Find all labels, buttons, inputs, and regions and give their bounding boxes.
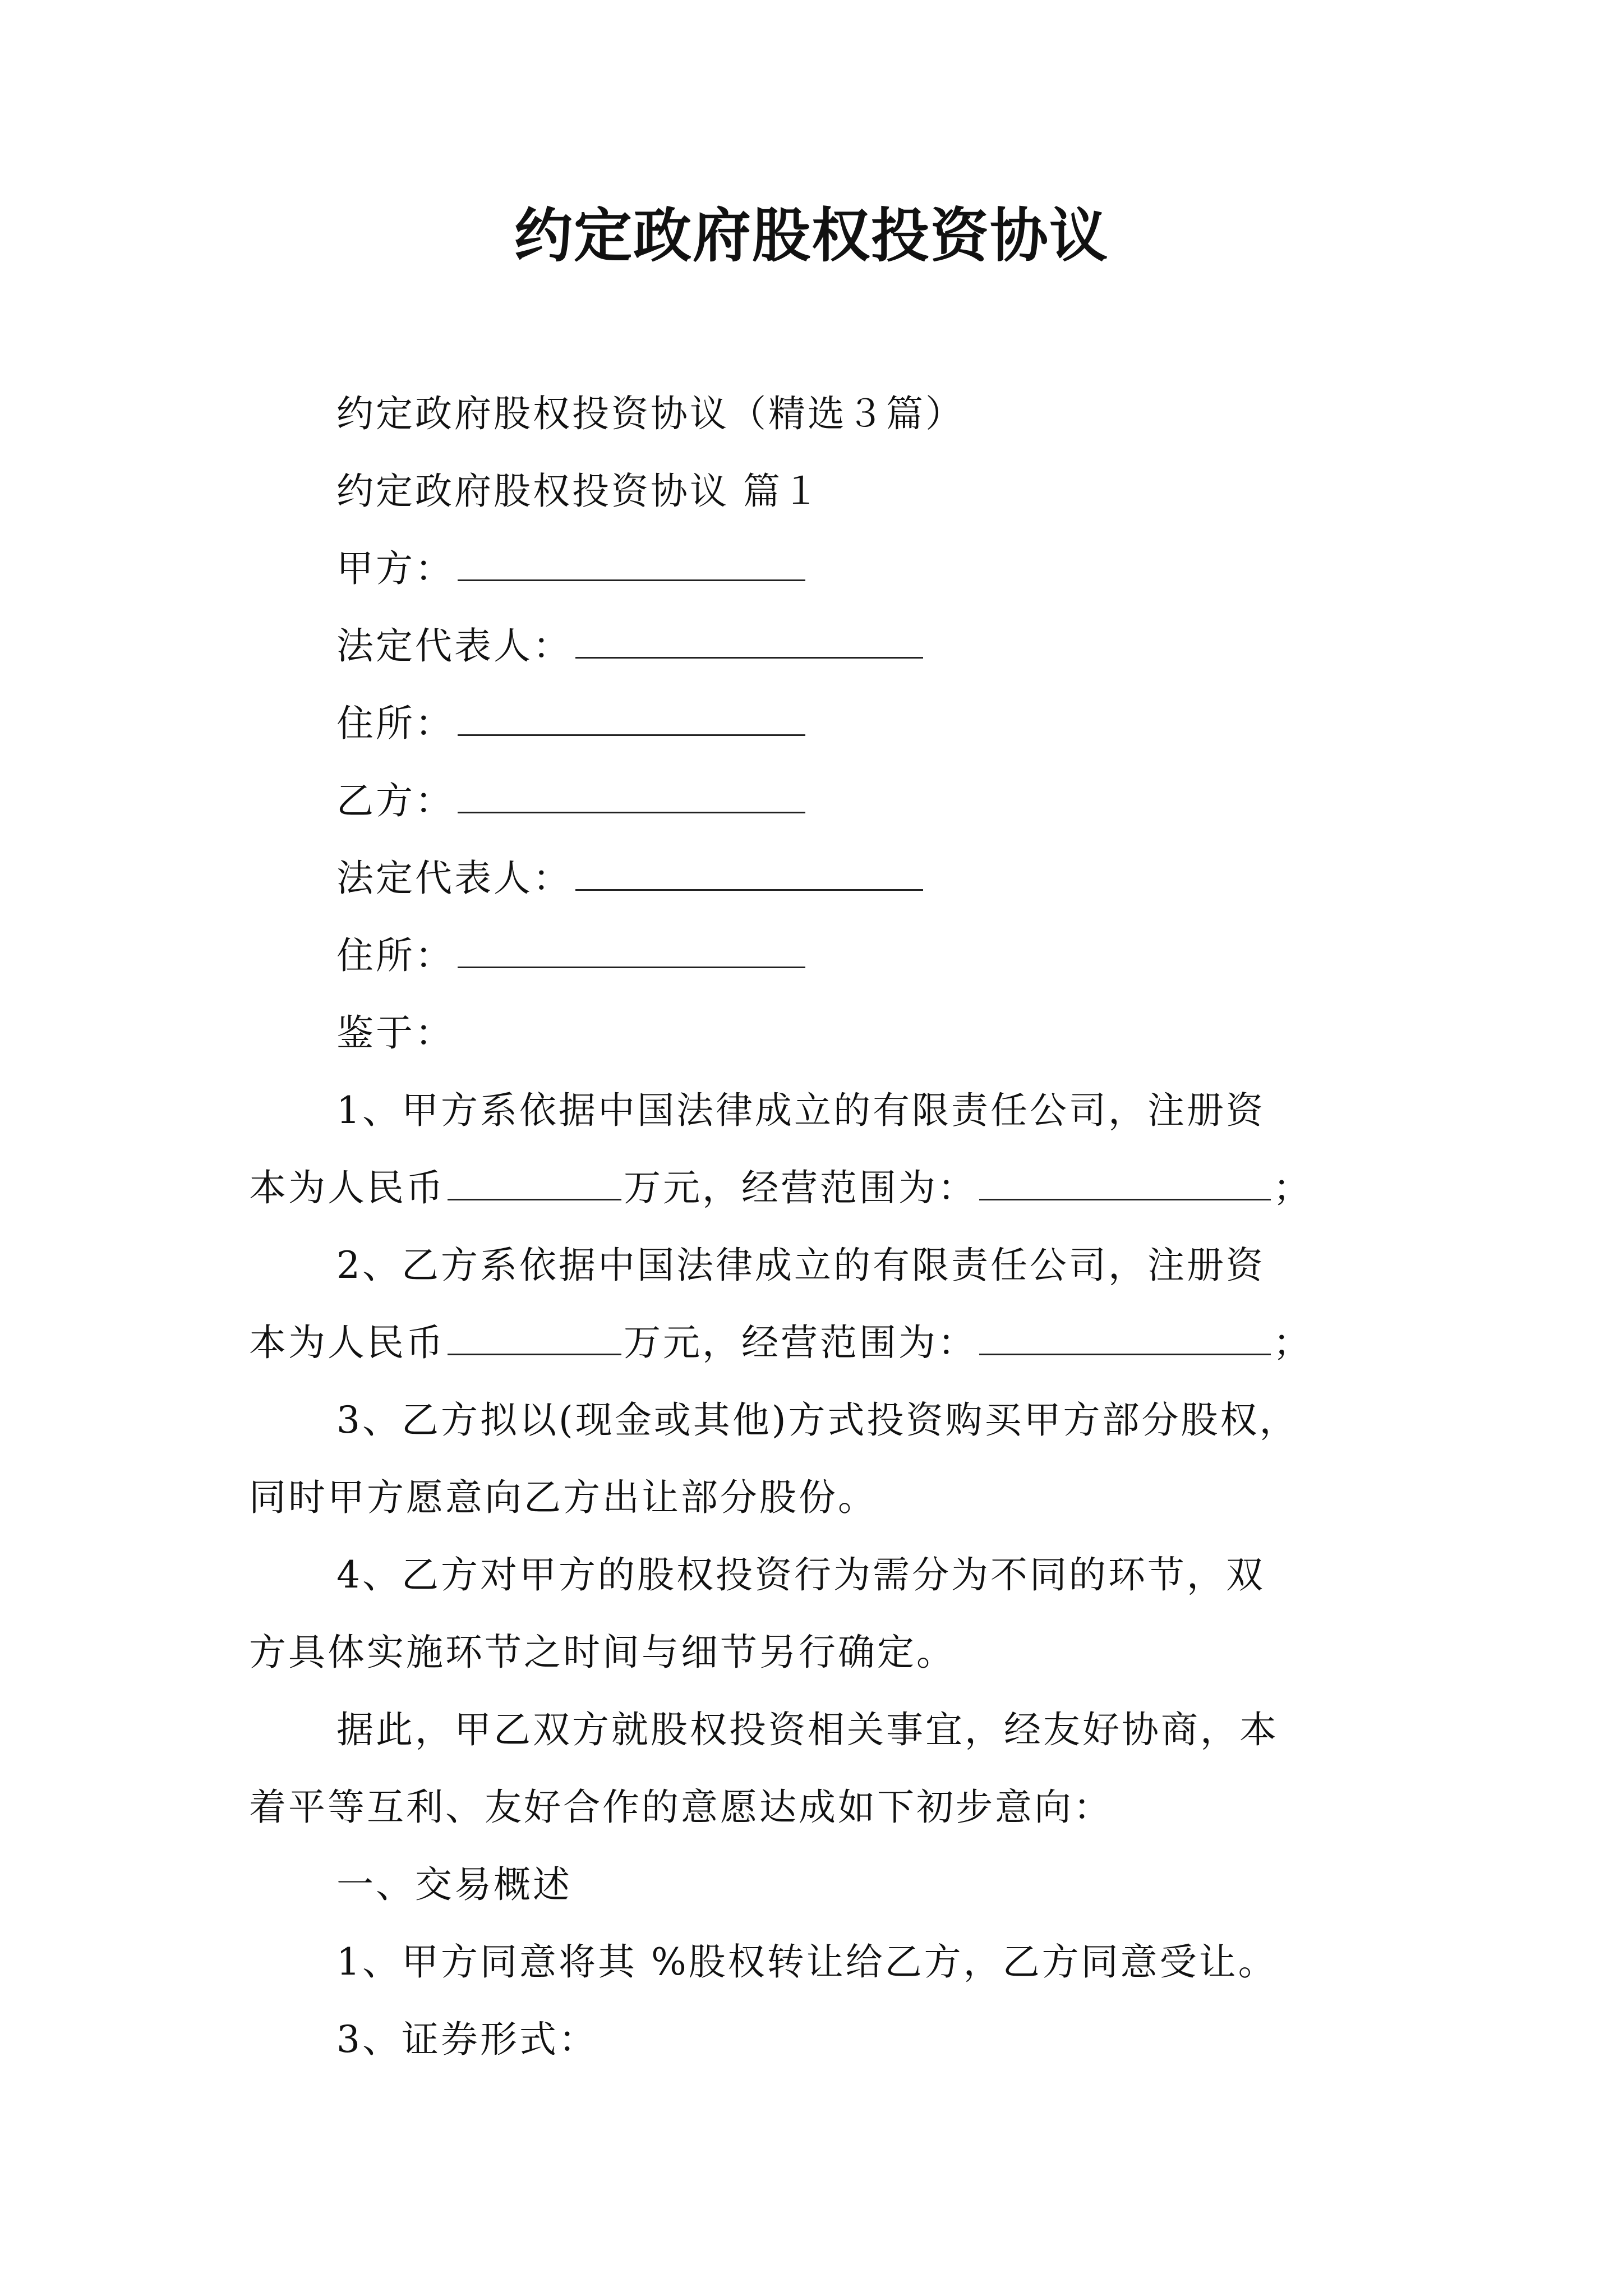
clause-4-line-1: 4、乙方对甲方的股权投资行为需分为不同的环节，双	[336, 1553, 1265, 1596]
subtitle: 约定政府股权投资协议（精选３篇）	[336, 392, 965, 435]
party-b-field	[336, 774, 805, 828]
clause-1-line-1: 1、甲方系依据中国法律成立的有限责任公司，注册资	[336, 1089, 1265, 1132]
clause-1-line-2	[249, 1161, 1312, 1215]
whereas-heading: 鉴于：	[336, 1011, 454, 1055]
clause-2-end: ；	[1273, 1321, 1312, 1364]
item-3: 3、证券形式：	[336, 2018, 598, 2061]
clause-1-scope-label: 万元，经营范围为：	[624, 1166, 977, 1209]
clause-2-scope-blank	[979, 1320, 1271, 1355]
section-heading: 约定政府股权投资协议 篇１	[336, 470, 822, 513]
party-b-label: 乙方：	[336, 779, 454, 822]
address-b-field	[336, 929, 805, 983]
address-b-label: 住所：	[336, 934, 454, 977]
address-b-blank	[458, 933, 805, 968]
address-a-label: 住所：	[336, 702, 454, 745]
legal-rep-a-label: 法定代表人：	[336, 624, 572, 668]
chapter-1-heading: 一、交易概述	[336, 1863, 572, 1906]
agreement-line-2: 着平等互利、友好合作的意愿达成如下初步意向：	[249, 1786, 1113, 1829]
legal-rep-b-field	[336, 852, 923, 905]
clause-4-line-2: 方具体实施环节之时间与细节另行确定。	[249, 1631, 956, 1674]
legal-rep-a-blank	[575, 623, 923, 659]
clause-2-line-2	[249, 1316, 1312, 1370]
clause-1-end: ；	[1273, 1166, 1312, 1209]
item-1: 1、甲方同意将其 %股权转让给乙方，乙方同意受让。	[336, 1940, 1278, 1984]
clause-2-capital-label: 本为人民币	[249, 1321, 445, 1364]
clause-2-line-1: 2、乙方系依据中国法律成立的有限责任公司，注册资	[336, 1244, 1265, 1287]
address-a-blank	[458, 701, 805, 736]
party-a-blank	[458, 546, 805, 581]
legal-rep-a-field	[336, 619, 923, 673]
clause-3-line-1: 3、乙方拟以(现金或其他)方式投资购买甲方部分股权，	[336, 1398, 1299, 1442]
party-a-field	[336, 542, 805, 596]
agreement-line-1: 据此，甲乙双方就股权投资相关事宜，经友好协商，本	[336, 1708, 1279, 1751]
clause-1-scope-blank	[979, 1165, 1271, 1200]
clause-1-capital-label: 本为人民币	[249, 1166, 445, 1209]
party-a-label: 甲方：	[336, 547, 454, 590]
address-a-field	[336, 697, 805, 751]
legal-rep-b-blank	[575, 855, 923, 891]
document-title: 约定政府股权投资协议	[514, 201, 1109, 270]
clause-1-capital-blank	[448, 1165, 621, 1200]
party-b-blank	[458, 778, 805, 813]
clause-2-capital-blank	[448, 1320, 621, 1355]
clause-2-scope-label: 万元，经营范围为：	[624, 1321, 977, 1364]
legal-rep-b-label: 法定代表人：	[336, 857, 572, 900]
clause-3-line-2: 同时甲方愿意向乙方出让部分股份。	[249, 1476, 877, 1519]
